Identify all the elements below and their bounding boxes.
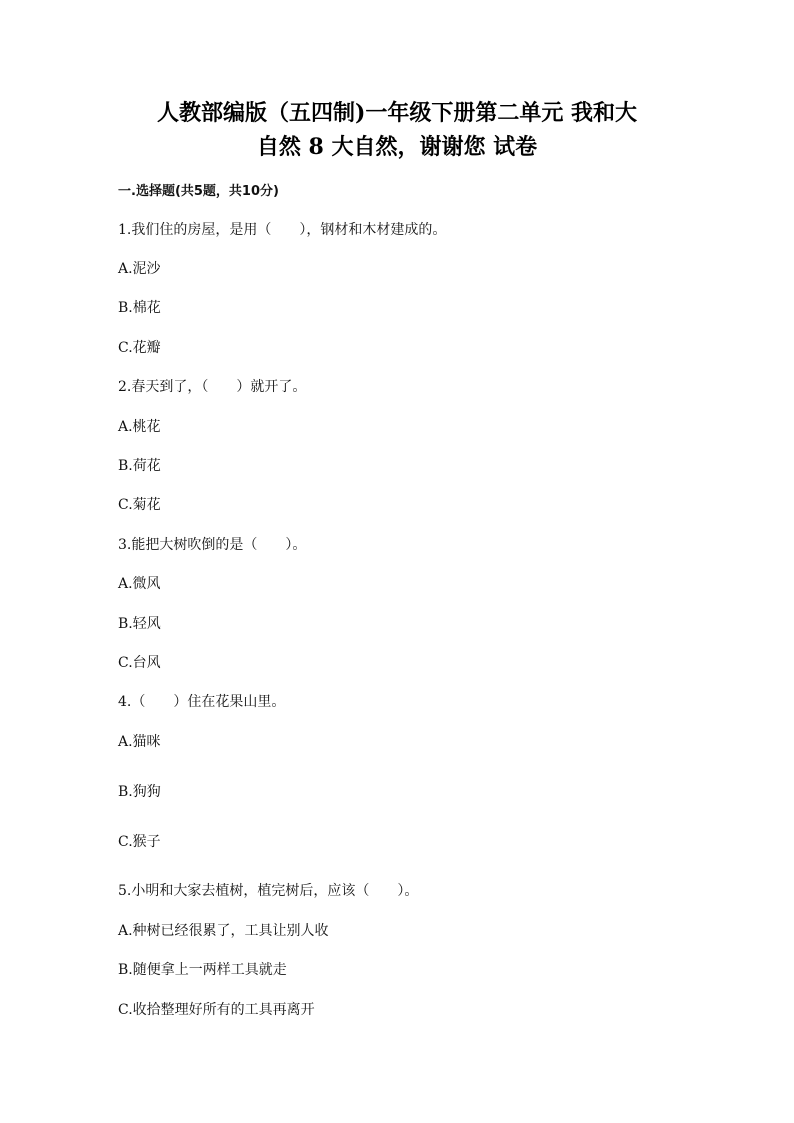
question-2-stem: 2.春天到了，（ ）就开了。 (118, 379, 307, 395)
question-5-option-a: A.种树已经很累了，工具让别人收 (118, 923, 329, 939)
section-heading: 一.选择题(共5题，共10分) (118, 184, 279, 199)
document-title-line-1: 人教部编版（五四制)一年级下册第二单元 我和大 (156, 100, 638, 126)
question-3-option-b: B.轻风 (118, 616, 161, 632)
question-3-stem: 3.能把大树吹倒的是（ ）。 (118, 537, 307, 553)
question-4-option-a: A.猫咪 (118, 734, 161, 750)
question-2-option-c: C.菊花 (118, 497, 161, 513)
question-1-option-c: C.花瓣 (118, 340, 161, 356)
question-5-stem: 5.小明和大家去植树，植完树后，应该（ ）。 (118, 883, 419, 899)
question-3-option-a: A.微风 (118, 576, 161, 592)
question-1-stem: 1.我们住的房屋，是用（ ），钢材和木材建成的。 (118, 222, 447, 238)
question-5-option-b: B.随便拿上一两样工具就走 (118, 962, 287, 978)
question-2-option-a: A.桃花 (118, 419, 161, 435)
question-5-option-c: C.收拾整理好所有的工具再离开 (118, 1002, 315, 1018)
question-4-option-c: C.猴子 (118, 834, 161, 850)
question-1-option-b: B.棉花 (118, 300, 161, 316)
question-4-option-b: B.狗狗 (118, 784, 161, 800)
question-4-stem: 4.（ ）住在花果山里。 (118, 694, 286, 710)
document-title-line-2: 自然 8 大自然，谢谢您 试卷 (256, 134, 538, 160)
question-1-option-a: A.泥沙 (118, 261, 161, 277)
question-3-option-c: C.台风 (118, 655, 161, 671)
question-2-option-b: B.荷花 (118, 458, 161, 474)
